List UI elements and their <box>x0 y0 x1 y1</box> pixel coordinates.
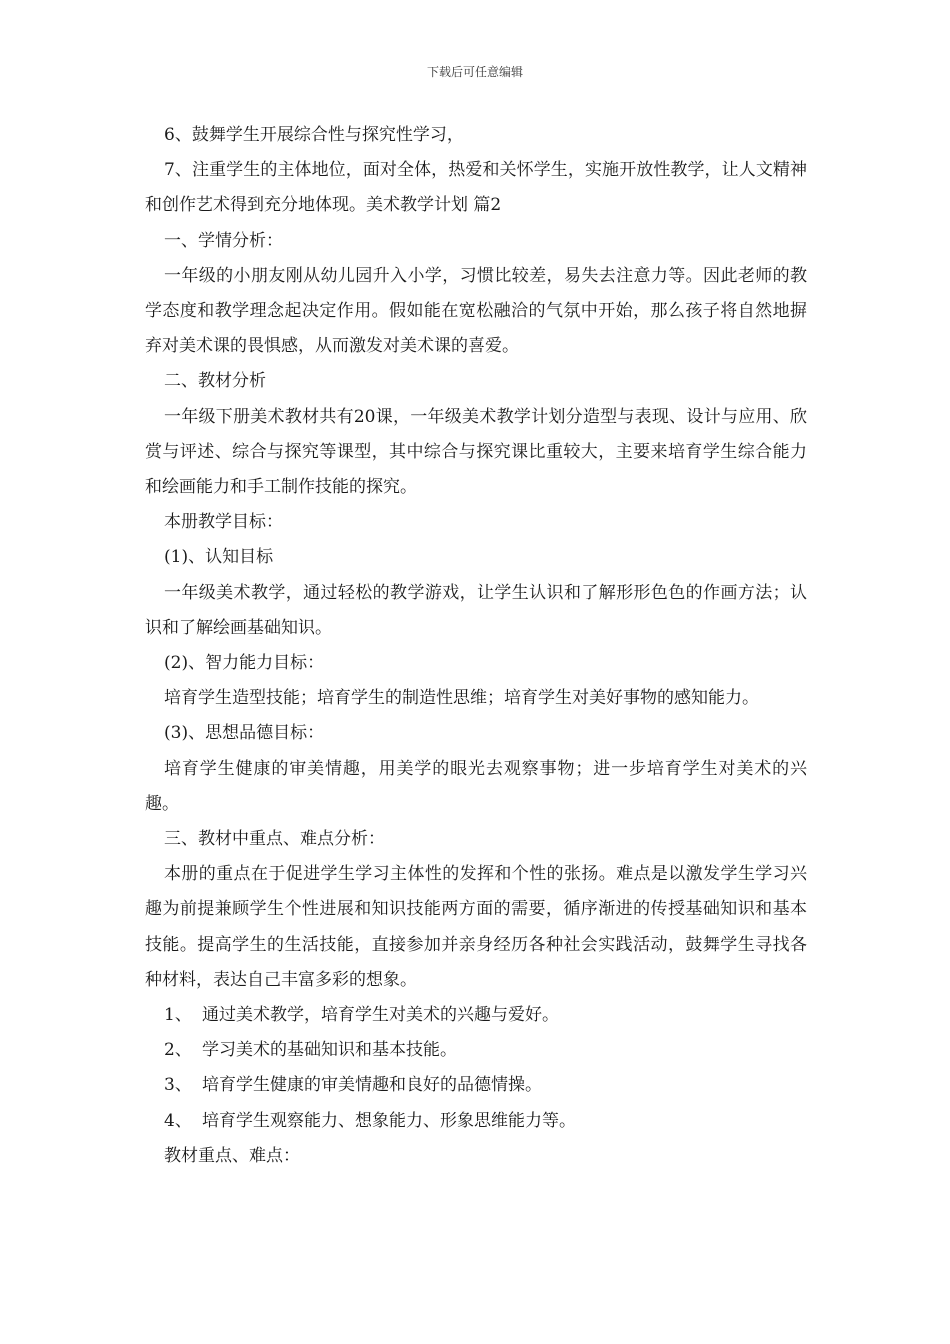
list-text: 通过美术教学，培育学生对美术的兴趣与爱好。 <box>202 1005 559 1026</box>
document-body <box>145 118 807 1174</box>
sub-heading: (3)、思想品德目标： <box>164 723 325 744</box>
paragraph: 一年级的小朋友刚从幼儿园升入小学，习惯比较差，易失去注意力等。因此老师的教学态度和教学理念起决定作用。假如能在宽松融洽的气氛中开始，那么孩子将自然地摒弃对美术课的畏惧感，从而激发对美术课的喜爱。 <box>145 265 807 357</box>
section-heading: 一、学情分析： <box>164 230 283 251</box>
list-text: 培育学生健康的审美情趣和良好的品德情操。 <box>202 1075 542 1096</box>
page-header: 下载后可任意编辑 <box>426 65 523 79</box>
list-text: 学习美术的基础知识和基本技能。 <box>202 1040 457 1061</box>
list-item <box>145 1068 807 1103</box>
sub-heading: (1)、认知目标 <box>164 547 274 568</box>
paragraph: 培育学生造型技能；培育学生的制造性思维；培育学生对美好事物的感知能力。 <box>164 688 759 709</box>
list-number: 4、 <box>164 1110 192 1131</box>
list-number: 1、 <box>164 1005 192 1026</box>
paragraph: 本册的重点在于促进学生学习主体性的发挥和个性的张扬。难点是以激发学生学习兴趣为前提兼顾学生个性进展和知识技能两方面的需要，循序渐进的传授基础知识和基本技能。提高学生的生活技能，直接参加并亲身经历各种社会实践活动，鼓舞学生寻找各种材料，表达自己丰富多彩的想象。 <box>145 864 807 990</box>
section-heading: 本册教学目标： <box>164 512 283 533</box>
list-number: 3、 <box>164 1075 192 1096</box>
section-heading: 三、教材中重点、难点分析： <box>164 829 385 850</box>
paragraph: 7、注重学生的主体地位，面对全体，热爱和关怀学生，实施开放性教学，让人文精神和创作艺术得到充分地体现。美术教学计划 篇2 <box>145 160 807 216</box>
list-item <box>145 998 807 1033</box>
paragraph: 6、鼓舞学生开展综合性与探究性学习， <box>164 125 464 145</box>
section-heading: 二、教材分析 <box>164 371 266 392</box>
list-item <box>145 1104 807 1139</box>
paragraph: 一年级美术教学，通过轻松的教学游戏，让学生认识和了解形形色色的作画方法；认识和了解绘画基础知识。 <box>145 582 807 638</box>
paragraph: 一年级下册美术教材共有20课，一年级美术教学计划分造型与表现、设计与应用、欣赏与评述、综合与探究等课型，其中综合与探究课比重较大，主要来培育学生综合能力和绘画能力和手工制作技能的探究。 <box>145 406 807 498</box>
section-heading: 教材重点、难点： <box>164 1145 300 1166</box>
list-text: 培育学生观察能力、想象能力、形象思维能力等。 <box>202 1110 576 1131</box>
list-item <box>145 1033 807 1068</box>
list-number: 2、 <box>164 1040 192 1061</box>
paragraph: 培育学生健康的审美情趣，用美学的眼光去观察事物；进一步培育学生对美术的兴趣。 <box>145 758 807 814</box>
sub-heading: (2)、智力能力目标： <box>164 653 325 674</box>
